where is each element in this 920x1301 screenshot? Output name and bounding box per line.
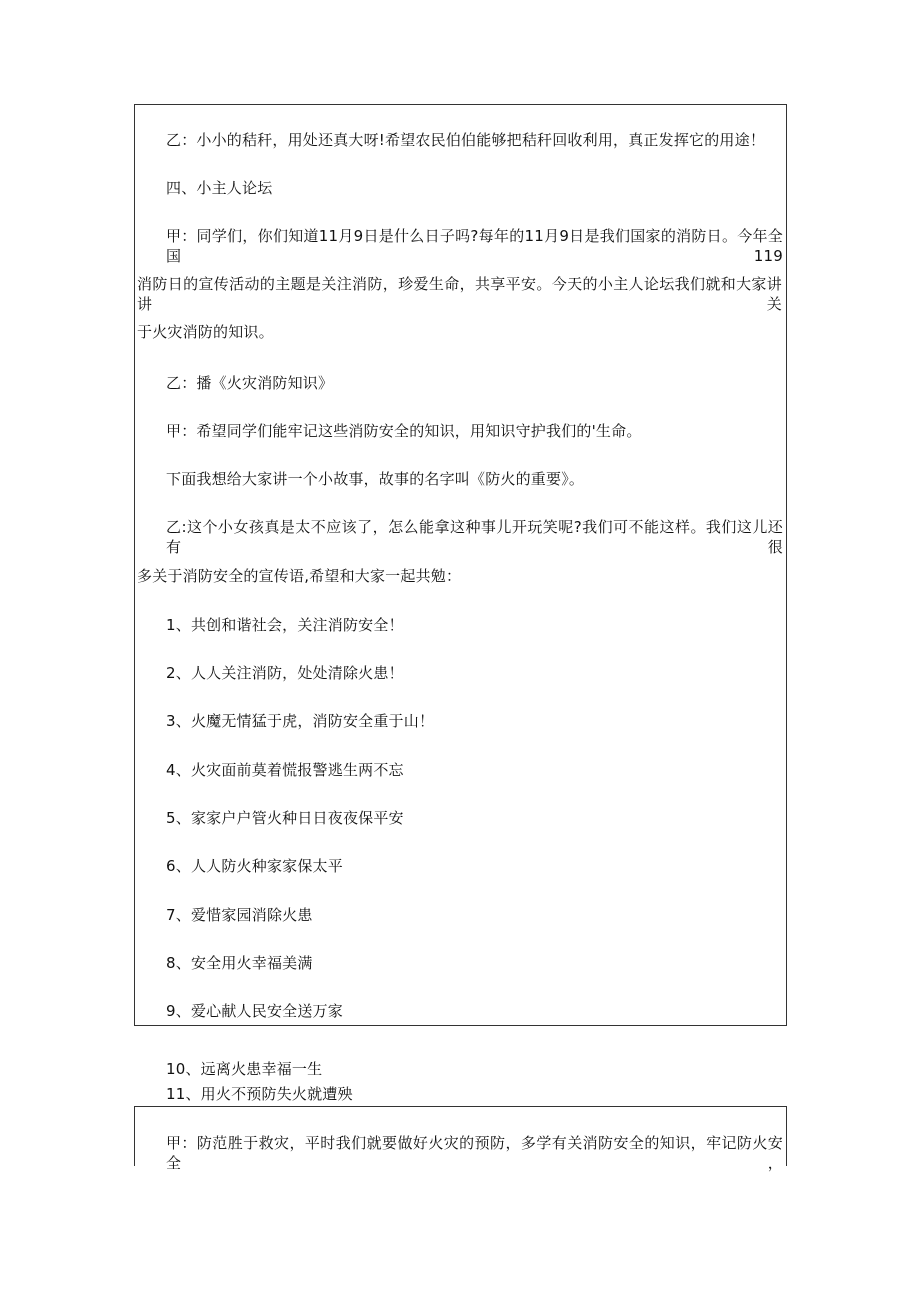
paragraph-fire-day-line-2-text: 消防日的宣传活动的主题是关注消防，珍爱生命，共享平安。今天的小主人论坛我们就和大家讲讲关 — [137, 275, 782, 313]
paragraph-story-intro: 下面我想给大家讲一个小故事，故事的名字叫《防火的重要》。 — [166, 470, 585, 488]
paragraph-slogans-intro-line-1-text: 乙:这个小女孩真是太不应该了，怎么能拿这种事儿开玩笑呢?我们可不能这样。我们这儿还有很 — [166, 518, 783, 556]
slogan-item: 9、爱心献人民安全送万家 — [166, 1002, 343, 1020]
paragraph-prevention-text: 甲：防范胜于救灾，平时我们就要做好火灾的预防，多学有关消防安全的知识，牢记防火安全， — [166, 1134, 783, 1172]
paragraph-play-video: 乙：播《火灾消防知识》 — [166, 374, 334, 392]
slogan-item: 8、安全用火幸福美满 — [166, 954, 313, 972]
slogan-item: 5、家家户户管火种日日夜夜保平安 — [166, 809, 404, 827]
slogan-item: 3、火魔无情猛于虎，消防安全重于山！ — [166, 712, 435, 730]
slogan-item: 1、共创和谐社会，关注消防安全！ — [166, 616, 404, 634]
paragraph-fire-day-line-1 — [166, 226, 783, 266]
paragraph-remember-knowledge: 甲：希望同学们能牢记这些消防安全的知识，用知识守护我们的'生命。 — [166, 422, 642, 440]
slogan-item: 2、人人关注消防，处处清除火患！ — [166, 664, 404, 682]
paragraph-fire-day-line-2 — [137, 274, 782, 314]
paragraph-prevention — [166, 1133, 783, 1173]
slogan-item-outside: 11、用火不预防失火就遭殃 — [166, 1085, 353, 1103]
slogan-item-outside: 10、远离火患幸福一生 — [166, 1060, 323, 1078]
paragraph-fire-day-line-1-text: 甲：同学们，你们知道11月9日是什么日子吗?每年的11月9日是我们国家的消防日。今年全国119 — [166, 227, 783, 265]
paragraph-slogans-intro-line-2: 多关于消防安全的宣传语,希望和大家一起共勉： — [137, 567, 462, 585]
slogan-item: 6、人人防火种家家保太平 — [166, 857, 343, 875]
section-heading-forum: 四、小主人论坛 — [166, 179, 273, 197]
slogan-item: 7、爱惜家园消除火患 — [166, 906, 313, 924]
paragraph-fire-day-line-3: 于火灾消防的知识。 — [137, 323, 274, 341]
paragraph-straw-reuse: 乙：小小的秸秆，用处还真大呀!希望农民伯伯能够把秸秆回收利用，真正发挥它的用途！ — [166, 131, 766, 149]
paragraph-slogans-intro-line-1 — [166, 517, 783, 557]
slogan-item: 4、火灾面前莫着慌报警逃生两不忘 — [166, 761, 404, 779]
